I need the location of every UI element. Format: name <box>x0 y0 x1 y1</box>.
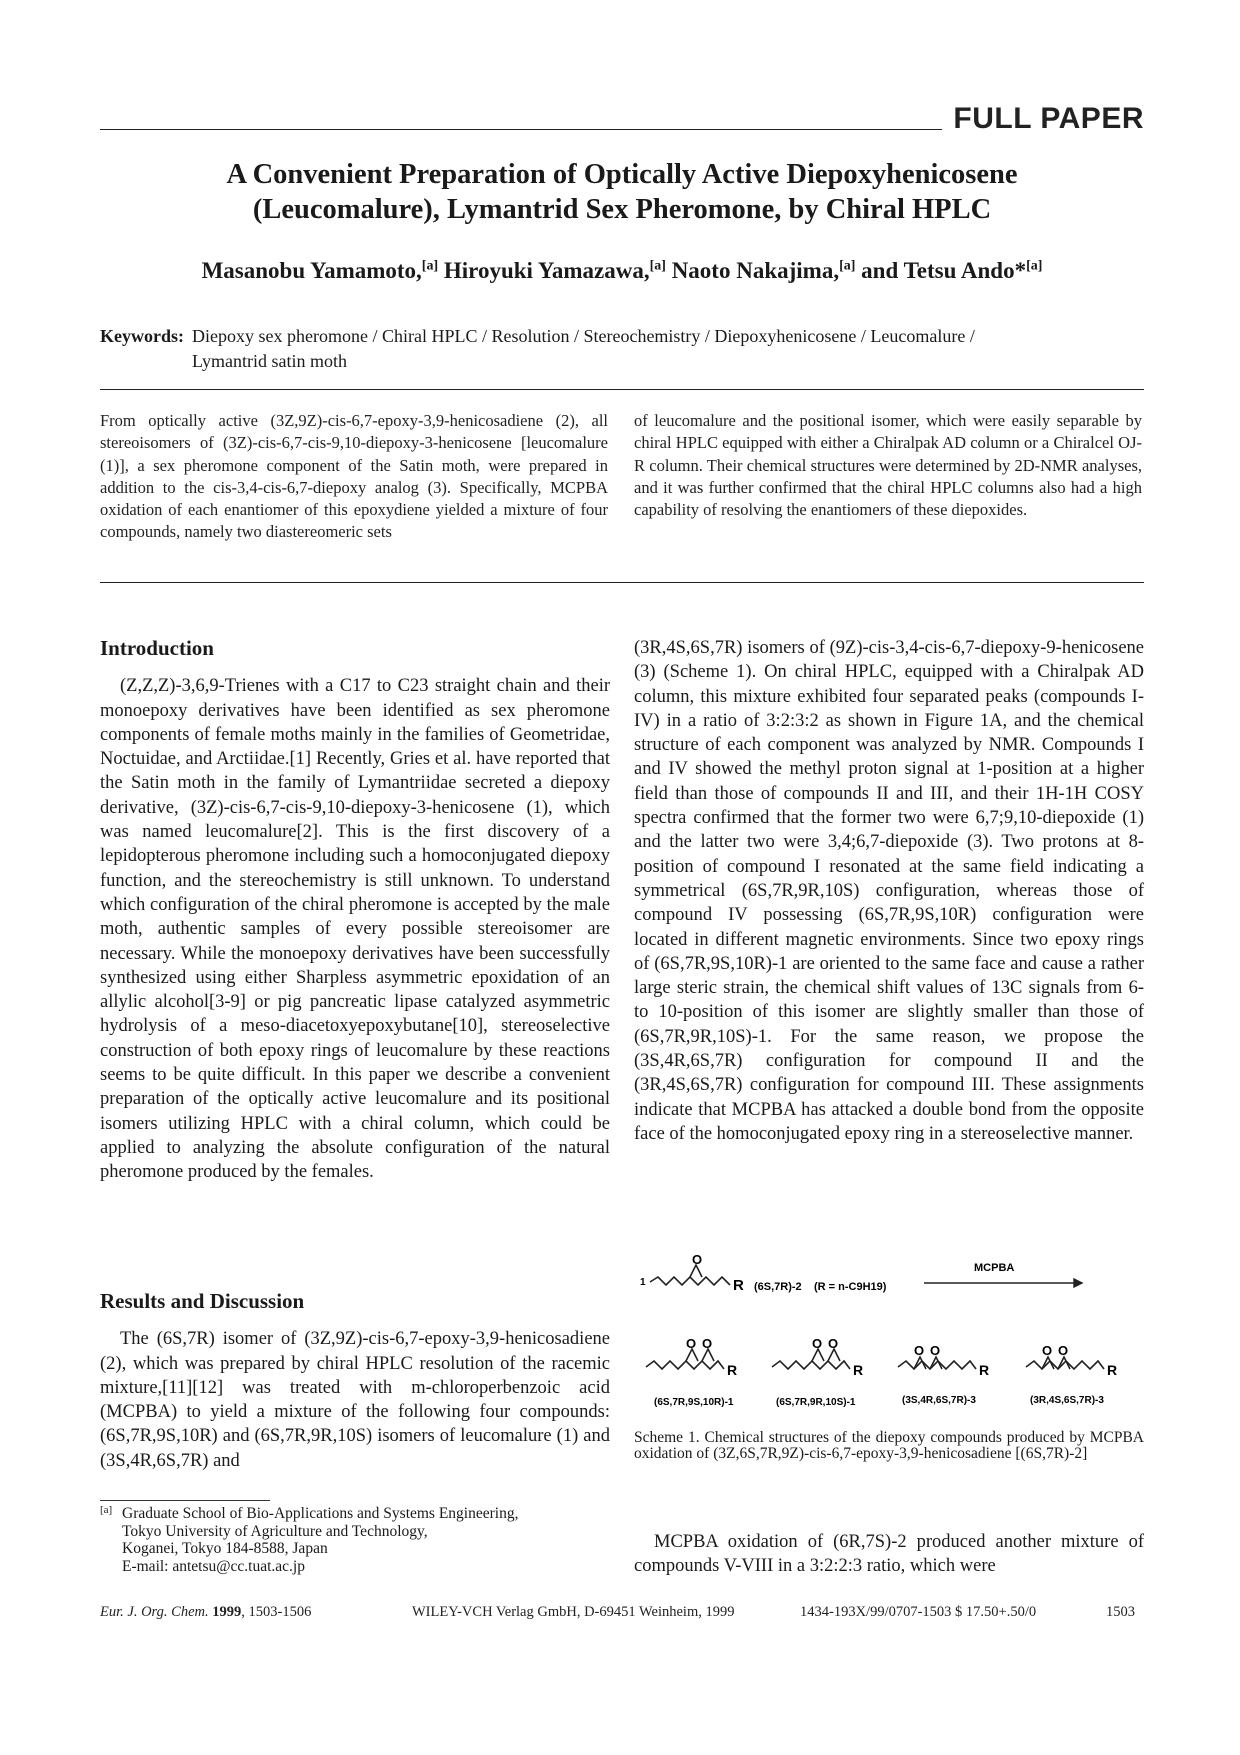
svg-text:O: O <box>1058 1343 1069 1358</box>
results-section <box>100 1289 610 1473</box>
svg-text:O: O <box>812 1336 823 1351</box>
author-list: Masanobu Yamamoto,[a] Hiroyuki Yamazawa,[a] Naoto Nakajima,[a] and Tetsu Ando*[a] <box>201 258 1043 283</box>
footnote-rule <box>100 1500 270 1501</box>
keywords-label: Keywords: <box>100 326 184 346</box>
svg-text:R: R <box>1107 1362 1118 1378</box>
product-label-1: (6S,7R,9S,10R)-1 <box>654 1397 734 1408</box>
footer-publisher: WILEY-VCH Verlag GmbH, D-69451 Weinheim, 1999 <box>412 1604 735 1620</box>
svg-text:R: R <box>979 1362 990 1378</box>
header-rule <box>100 129 942 130</box>
svg-text:R: R <box>853 1362 864 1378</box>
svg-text:O: O <box>828 1336 839 1351</box>
abstract-rule-bottom <box>100 582 1144 583</box>
introduction-paragraph: (Z,Z,Z)-3,6,9-Trienes with a C17 to C23 straight chain and their monoepoxy derivatives have been identified as sex pheromone components of female moths mainly in the families of Geometridae, Noctuidae, and Arctiidae.[1] Recently, Gries et al. have reported that the Satin moth in the family of Lymantriidae secreted a diepoxy derivative, (3Z)-cis-6,7-cis-9,10-diepoxy-3-henicosene (1), which was named leucomalure[2]. This is the first discovery of a lepidopterous pheromone including such a homoconjugated diepoxy function, and the stereochemistry is still unknown. To understand which configuration of the chiral pheromone is accepted by the male moth, authentic samples of every possible stereoisomer are necessary. While the monoepoxy derivatives have been successfully synthesized using either Sharpless asymmetric epoxidation of an allylic alcohol[3-9] or pig pancreatic lipase catalyzed asymmetric hydrolysis of a meso-diacetoxyepoxybutane[10], stereoselective construction of both epoxy rings of leucomalure by these reactions seems to be quite difficult. In this paper we describe a convenient preparation of the optically active leucomalure and its positional isomers utilizing HPLC with a chiral column, which could be applied to analyzing the absolute configuration of the natural pheromone produced by the females. <box>100 676 610 1183</box>
title-line-2: (Leucomalure), Lymantrid Sex Pheromone, by Chiral HPLC <box>252 194 992 225</box>
svg-text:1: 1 <box>640 1277 646 1288</box>
section-label: FULL PAPER <box>953 102 1144 135</box>
svg-text:O: O <box>914 1343 925 1358</box>
footer-citation <box>100 1604 311 1621</box>
journal-pages: , 1503-1506 <box>241 1604 312 1620</box>
reaction-arrow <box>924 1279 1082 1287</box>
product-label-2: (6S,7R,9R,10S)-1 <box>776 1397 856 1408</box>
keywords-text: Diepoxy sex pheromone / Chiral HPLC / Resolution / Stereochemistry / Diepoxyhenicosene / Leucomalure / Lymantrid satin moth <box>192 326 975 371</box>
start-structure <box>650 1265 730 1285</box>
author-3: Naoto Nakajima, <box>671 258 840 283</box>
introduction-section <box>100 636 610 1185</box>
journal-name: Eur. J. Org. Chem. <box>100 1604 209 1620</box>
r-definition: (R = n-C9H19) <box>814 1281 887 1293</box>
author-4: and Tetsu Ando* <box>861 258 1027 283</box>
results-paragraph-continued: (3R,4S,6S,7R) isomers of (9Z)-cis-3,4-cis-6,7-diepoxy-9-henicosene (3) (Scheme 1). On chiral HPLC, equipped with a Chiralpak AD column, this mixture exhibited four separated peaks (compounds I-IV) in a ratio of 3:2:3:2 as shown in Figure 1A, and the chemical structure of each component was analyzed by NMR. Compounds I and IV showed the methyl proton signal at 1-position at a higher field than those of compounds II and III, and their 1H-1H COSY spectra confirmed that the former two were 6,7;9,10-diepoxide (1) and the latter two were 3,4;6,7-diepoxide (3). Two protons at 8-position of compound I resonated at the same field indicating a symmetrical (6S,7R,9R,10S) configuration, whereas those of compound IV possessing (6S,7R,9S,10R) configuration were located in different magnetic environments. Since two epoxy rings of (6S,7R,9S,10R)-1 are oriented to the same face and cause a rather large steric strain, the chemical shift values of 13C signals from 6- to 10-position of this isomer are slightly smaller than those of (6S,7R,9R,10S)-1. For the same reason, we propose the (3S,4R,6S,7R) configuration for compound II and the (3R,4S,6S,7R) configuration for compound III. These assignments indicate that MCPBA has attacked a double bond from the opposite face of the homoconjugated epoxy ring in a stereoselective manner. <box>634 638 1144 1144</box>
product-structure <box>646 1349 1104 1369</box>
results-paragraph: The (6S,7R) isomer of (3Z,9Z)-cis-6,7-epoxy-3,9-henicosadiene (2), which was prepared by chiral HPLC resolution of the racemic mixture,[11][12] was treated with m-chloroperbenzoic acid (MCPBA) to yield a mixture of the following four compounds: (6S,7R,9S,10R) and (6S,7R,9R,10S) isomers of leucomalure (1) and (3S,4R,6S,7R) and <box>100 1329 610 1471</box>
svg-text:R: R <box>727 1362 738 1378</box>
reagent-label: MCPBA <box>974 1262 1015 1274</box>
abstract-rule-top <box>100 389 1144 390</box>
svg-text:O: O <box>930 1343 941 1358</box>
product-label-3: (3S,4R,6S,7R)-3 <box>902 1395 976 1406</box>
results-heading: Results and Discussion <box>100 1289 305 1313</box>
svg-text:O: O <box>702 1336 713 1351</box>
footnote-mark: [a] <box>100 1504 113 1516</box>
author-1: Masanobu Yamamoto, <box>201 258 422 283</box>
svg-text:R: R <box>733 1277 744 1294</box>
scheme-caption: Scheme 1. Chemical structures of the diepoxy compounds produced by MCPBA oxidation of (3Z,6S,7R,9Z)-cis-6,7-epoxy-3,9-henicosadiene [(6S,7R)-2] <box>634 1429 1144 1462</box>
page-number: 1503 <box>1106 1604 1135 1620</box>
email-link[interactable]: E-mail: antetsu@cc.tuat.ac.jp <box>122 1557 305 1575</box>
svg-text:O: O <box>1042 1343 1053 1358</box>
title-line-1: A Convenient Preparation of Optically Active Diepoxyhenicosene <box>226 159 1018 190</box>
introduction-heading: Introduction <box>100 636 214 660</box>
article-title <box>100 157 1144 227</box>
svg-text:O: O <box>692 1255 703 1267</box>
footer-code: 1434-193X/99/0707-1503 $ 17.50+.50/0 <box>800 1604 1037 1620</box>
scheme-1-structures <box>634 1255 1144 1425</box>
svg-text:O: O <box>686 1336 697 1351</box>
abstract-left: From optically active (3Z,9Z)-cis-6,7-epoxy-3,9-henicosadiene (2), all stereoisomers of (3Z)-cis-6,7-cis-9,10-diepoxy-3-henicosene [leucomalure (1)], a sex pheromone component of the Satin moth, were prepared in addition to the cis-3,4-cis-6,7-diepoxy analog (3). Specifically, MCPBA oxidation of each enantiomer of this epoxydiene yielded a mixture of four compounds, namely two diastereomeric sets <box>100 411 608 542</box>
author-2: Hiroyuki Yamazawa, <box>443 258 650 283</box>
product-label-4: (3R,4S,6S,7R)-3 <box>1030 1395 1104 1406</box>
abstract-right: of leucomalure and the positional isomer, which were easily separable by chiral HPLC equipped with either a Chiralpak AD column or a Chiralcel OJ-R column. Their chemical structures were determined by 2D-NMR analyses, and it was further confirmed that the chiral HPLC columns also had a high capability of resolving the enantiomers of these diepoxides. <box>634 411 1142 520</box>
journal-year: 1999 <box>212 1604 242 1620</box>
results-continued <box>634 636 1144 1146</box>
results-paragraph-2: MCPBA oxidation of (6R,7S)-2 produced another mixture of compounds V-VIII in a 3:2:2:3 ratio, which were <box>634 1532 1144 1577</box>
start-label: (6S,7R)-2 <box>754 1281 802 1293</box>
